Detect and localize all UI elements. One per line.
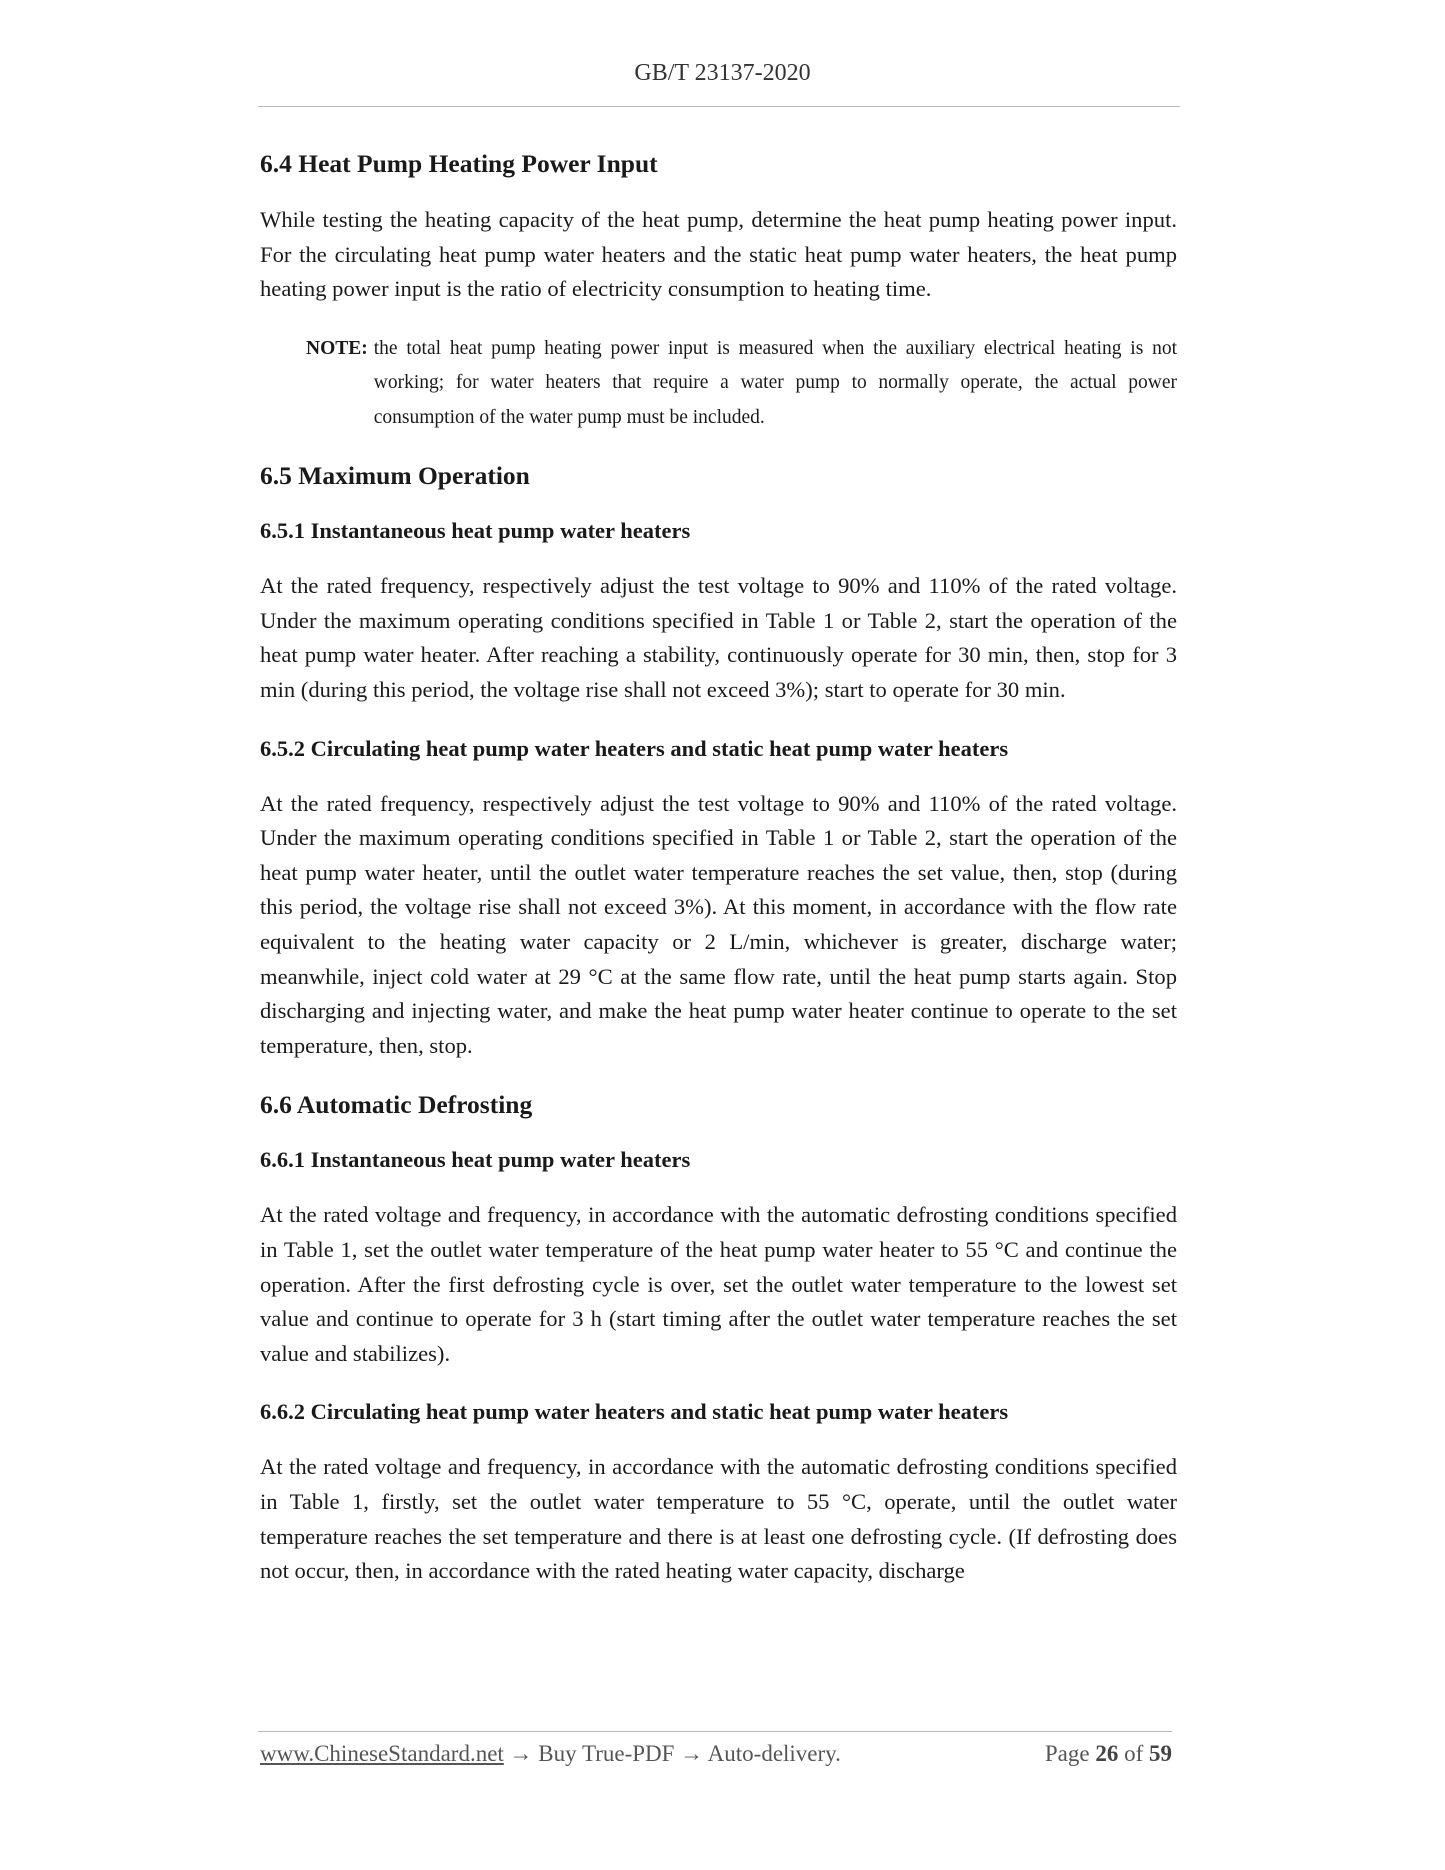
subsection-heading-6-6-2: 6.6.2 Circulating heat pump water heaters and static heat pump water heaters (260, 1399, 1009, 1425)
section-6-5-2-paragraph: At the rated frequency, respectively adjust the test voltage to 90% and 110% of the rated voltage. Under the maximum operating conditions specified in Table 1 or Table 2, start the operation of the heat pump water heater, until the outlet water temperature reaches the set value, then, stop (during this period, the voltage rise shall not exceed 3%). At this moment, in accordance with the flow rate equivalent to the heating water capacity or 2 L/min, whichever is greater, discharge water; meanwhile, inject cold water at 29 °C at the same flow rate, until the heat pump starts again. Stop discharging and injecting water, and make the heat pump water heater continue to operate to the set temperature, then, stop. (260, 790, 1177, 1058)
page-content (260, 147, 1177, 1614)
document-header-title: GB/T 23137-2020 (634, 60, 811, 86)
page-number (1045, 1741, 1172, 1767)
footer-promo (260, 1741, 841, 1767)
footer-promo-text: → Buy True-PDF → Auto-delivery. (503, 1741, 841, 1766)
section-heading-6-4: 6.4 Heat Pump Heating Power Input (260, 149, 658, 178)
page-word: Page (1044, 1741, 1090, 1766)
page-footer (260, 1741, 1172, 1767)
section-6-6-2-paragraph: At the rated voltage and frequency, in accordance with the automatic defrosting conditions specified in Table 1, firstly, set the outlet water temperature to 55 °C, operate, until the outlet water temperature reaches the set temperature and there is at least one defrosting cycle. (If defrosting does not occur, then, in accordance with the rated heating water capacity, discharge (260, 1454, 1177, 1584)
section-6-5-1-paragraph: At the rated frequency, respectively adjust the test voltage to 90% and 110% of the rated voltage. Under the maximum operating conditions specified in Table 1 or Table 2, start the operation of the heat pump water heater. After reaching a stability, continuously operate for 30 min, then, stop for 3 min (during this period, the voltage rise shall not exceed 3%); start to operate for 30 min. (260, 573, 1177, 703)
note-text: the total heat pump heating power input is measured when the auxiliary electrical heating is not working; for water heaters that require a water pump to normally operate, the actual power consumption of the water pump must be included. (373, 337, 1177, 428)
website-link[interactable]: www.ChineseStandard.net (260, 1741, 504, 1766)
total-pages-number: 59 (1149, 1741, 1172, 1766)
note-label: NOTE: (306, 337, 368, 359)
page-of-word: of (1124, 1741, 1144, 1766)
section-6-4-paragraph: While testing the heating capacity of the heat pump, determine the heat pump heating power input. For the circulating heat pump water heaters and the static heat pump water heaters, the heat pump heating power input is the ratio of electricity consumption to heating time. (260, 207, 1177, 302)
section-heading-6-6: 6.6 Automatic Defrosting (260, 1090, 533, 1120)
header-divider (258, 106, 1180, 107)
footer-divider (258, 1731, 1172, 1732)
section-heading-6-5: 6.5 Maximum Operation (260, 461, 530, 491)
subsection-heading-6-5-2: 6.5.2 Circulating heat pump water heaters and static heat pump water heaters (260, 735, 1009, 761)
subsection-heading-6-5-1: 6.5.1 Instantaneous heat pump water heaters (260, 518, 691, 544)
note-block (306, 332, 1177, 436)
section-6-6-1-paragraph: At the rated voltage and frequency, in accordance with the automatic defrosting conditions specified in Table 1, set the outlet water temperature of the heat pump water heater to 55 °C and continue the operation. After the first defrosting cycle is over, set the outlet water temperature to the lowest set value and continue to operate for 3 h (start timing after the outlet water temperature reaches the set value and stabilizes). (260, 1202, 1177, 1366)
subsection-heading-6-6-1: 6.6.1 Instantaneous heat pump water heaters (260, 1147, 691, 1173)
current-page-number: 26 (1095, 1741, 1119, 1766)
